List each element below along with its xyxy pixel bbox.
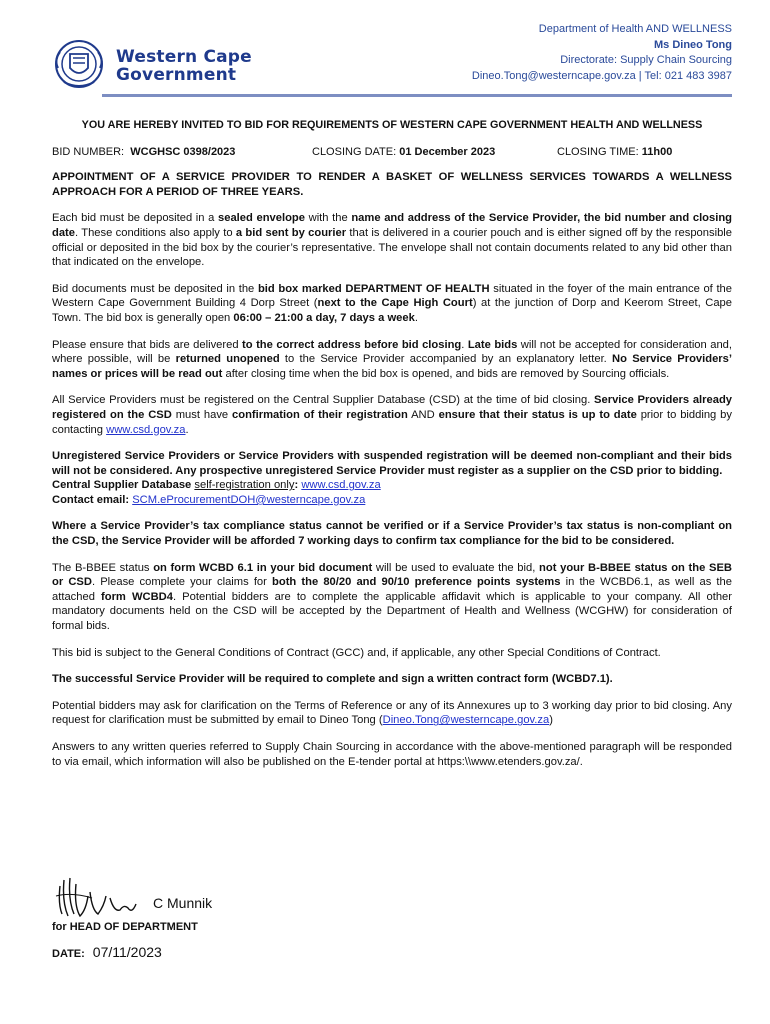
header-rule <box>102 94 732 97</box>
paragraph-deposit: Each bid must be deposited in a sealed envelope with the name and address of the Service Provider, the bid number and closing date. These conditions also apply to a bid sent by courier that is delivered in a courier pouch and is either signed off by the responsible official or deposited in the bid box by the courier’s representative. The envelope shall not contain documents related to any bid other than that indicated on the envelope. <box>52 212 733 269</box>
bid-title: APPOINTMENT OF A SERVICE PROVIDER TO RENDER A BASKET OF WELLNESS SERVICES TOWARDS A WELLNESS APPROACH FOR A PERIOD OF THREE YEARS. <box>52 171 732 198</box>
csd-link[interactable]: www.csd.gov.za <box>106 423 186 436</box>
paragraph-gcc: This bid is subject to the General Conditions of Contract (GCC) and, if applicable, any other Special Conditions of Contract. <box>52 646 661 659</box>
signatory-title: for HEAD OF DEPARTMENT <box>52 921 198 933</box>
paragraph-bid-box: Bid documents must be deposited in the bid box marked DEPARTMENT OF HEALTH situated in the foyer of the main entrance of the Western Cape Government Building 4 Dorp Street (next to the Cape High Court) at the junction of Dorp and Keerom Street, Cape Town. The bid box is generally open 06:00 – 21:00 a day, 7 days a week. <box>52 282 732 324</box>
contact-name: Ms Dineo Tong <box>653 38 732 51</box>
signature-date: DATE: 07/11/2023 <box>52 944 162 960</box>
coat-of-arms-icon <box>50 38 112 90</box>
bid-info-line <box>52 145 732 160</box>
signatory-name: C Munnik <box>153 895 213 911</box>
paragraph-contract: The successful Service Provider will be required to complete and sign a written contract form (WCBD7.1). <box>52 673 613 686</box>
contact-details: Dineo.Tong@westerncape.gov.za | Tel: 021 483 3987 <box>471 69 732 82</box>
department-name: Department of Health AND WELLNESS <box>538 23 732 35</box>
closing-time: CLOSING TIME: 11h00 <box>557 145 673 158</box>
bid-number: BID NUMBER: WCGHSC 0398/2023 <box>52 145 236 158</box>
wcg-logo <box>50 38 260 90</box>
contact-tel: Tel: 021 483 3987 <box>644 69 732 82</box>
paragraph-bbbee: The B-BBEE status on form WCBD 6.1 in your bid document will be used to evaluate the bid, not your B-BBEE status on the SEB or CSD. Please complete your claims for both the 80/20 and 90/10 preference points systems in the WCBD6.1, as well as the attached form WCBD4. Potential bidders are to complete the applicable affidavit which is applicable to your company. All other mandatory documents held on the CSD will be accepted by the Department of Health and Wellness (WCGHW) for consideration of formal bids. <box>52 561 732 633</box>
paragraph-answers: Answers to any written queries referred to Supply Chain Sourcing in accordance with the above-mentioned paragraph will be responded to via email, which information will also be published on the E-tender portal at https:\\www.etenders.gov.za/. <box>52 741 732 768</box>
paragraph-clarification: Potential bidders may ask for clarification on the Terms of Reference or any of its Annexures up to 3 working day prior to bid closing. Any request for clarification must be submitted by email to Dineo Tong (Dineo.Tong@westerncape.gov.za) <box>52 699 732 727</box>
contact-email-link[interactable]: SCM.eProcurementDOH@westerncape.gov.za <box>132 493 366 506</box>
paragraph-late-bids: Please ensure that bids are delivered to the correct address before bid closing. Late bids will not be accepted for consideration and, where possible, will be returned unopened to the Service Provider accompanied by an explanatory letter. No Service Providers’ names or prices will be read out after closing time when the bid box is opened, and bids are removed by Sourcing officials. <box>52 338 732 380</box>
paragraph-unregistered: Unregistered Service Providers or Service Providers with suspended registration will be deemed non-compliant and their bids will not be considered. Any prospective unregistered Service Provider must register as a supplier on the CSD prior to bidding. Central Supplier Database self-registration only: www.csd.gov.za Contact email: SCM.eProcurementDOH@westerncape.gov.za <box>52 450 732 506</box>
invitation-heading: YOU ARE HEREBY INVITED TO BID FOR REQUIREMENTS OF WESTERN CAPE GOVERNMENT HEALTH AND WELLNESS <box>81 119 703 131</box>
clarification-email-link[interactable]: Dineo.Tong@westerncape.gov.za <box>382 714 550 727</box>
csd-link-2[interactable]: www.csd.gov.za <box>301 479 381 492</box>
paragraph-tax: Where a Service Provider’s tax compliance status cannot be verified or if a Service Provider’s tax status is non-compliant on the CSD, the Service Provider will be afforded 7 working days to confirm tax compliance for the bid to be considered. <box>52 520 732 548</box>
paragraph-csd: All Service Providers must be registered on the Central Supplier Database (CSD) at the time of bid closing. Service Providers already registered on the CSD must have confirmation of their registration AND ensure that their status is up to date prior to bidding by contacting www.csd.gov.za. <box>52 394 733 436</box>
contact-email[interactable]: Dineo.Tong@westerncape.gov.za <box>471 69 636 82</box>
closing-date: CLOSING DATE: 01 December 2023 <box>312 145 496 158</box>
directorate: Directorate: Supply Chain Sourcing <box>560 54 732 66</box>
document-body <box>52 118 732 781</box>
contact-block <box>472 22 732 84</box>
logo-wordmark: Western Cape Government <box>116 47 252 85</box>
